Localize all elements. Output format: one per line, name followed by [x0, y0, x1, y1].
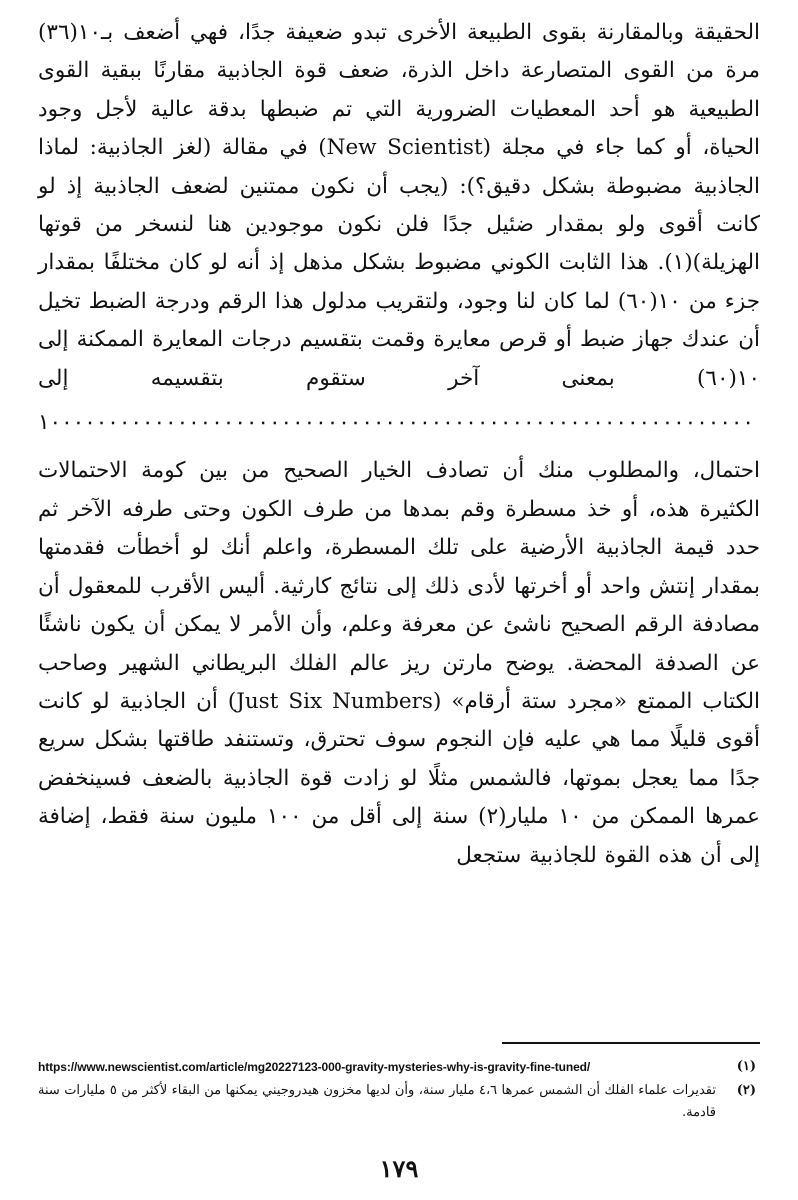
- footnote-1-url: https://www.newscientist.com/article/mg20227123-000-gravity-mysteries-why-is-gravity-fine-tuned/: [38, 1060, 591, 1074]
- page-number: ١٧٩: [379, 1154, 419, 1183]
- footnote-2: [38, 1080, 760, 1124]
- zeros-number-line: ١٠٠٠٠٠٠٠٠٠٠٠٠٠٠٠٠٠٠٠٠٠٠٠٠٠٠٠٠٠٠٠٠٠٠٠٠٠٠٠٠٠٠٠٠٠٠٠٠٠٠٠٠٠٠٠٠٠٠٠٠٠: [38, 410, 754, 436]
- footnote-1-number: (١): [736, 1059, 756, 1074]
- footnotes: [38, 1056, 760, 1126]
- footnote-1: [38, 1056, 760, 1078]
- body-paragraph-1: الحقيقة وبالمقارنة بقوى الطبيعة الأخرى تبدو ضعيفة جدًا، فهي أضعف بـ١٠(٣٦) مرة من القوى المتصارعة داخل الذرة، ضعف قوة الجاذبية مقارنًا ببقية القوى الطبيعية هو أحد المعطيات الضرورية التي تم ضبطها بدقة عالية لأجل وجود الحياة، أو كما جاء في مجلة (New Scientist) في مقالة (لغز الجاذبية: لماذا الجاذبية مضبوطة بشكل دقيق؟): (يجب أن نكون ممتنين لضعف الجاذبية إذ لو كانت أقوى ولو بمقدار ضئيل جدًا فلن نكون موجودين هنا لنسخر من قوتها الهزيلة)(١). هذا الثابت الكوني مضبوط بشكل مذهل إذ أنه لو كان مختلفًا بمقدار جزء من ١٠(٦٠) لما كان لنا وجود، ولتقريب مدلول هذا الرقم ودرجة الضبط تخيل أن عندك جهاز ضبط أو قرص معايرة وقمت بتقسيم درجات المعايرة الممكنة إلى ١٠(٦٠) بمعنى آخر ستقوم بتقسيمه إلى: [38, 20, 760, 391]
- footnote-separator: [502, 1042, 760, 1044]
- footnote-2-text: تقديرات علماء الفلك أن الشمس عمرها ٤،٦ مليار سنة، وأن لديها مخزون هيدروجيني يمكنها من البقاء لأكثر من ٥ مليارات سنة قادمة.: [38, 1083, 716, 1120]
- footnote-2-number: (٢): [736, 1083, 756, 1098]
- book-page: [38, 14, 760, 1184]
- body-paragraph-2: احتمال، والمطلوب منك أن تصادف الخيار الصحيح من بين كومة الاحتمالات الكثيرة هذه، أو خذ مسطرة وقم بمدها من طرف الكون وحتى طرفه الآخر ثم حدد قيمة الجاذبية الأرضية على تلك المسطرة، واعلم أنك لو أخطأت فقدمتها بمقدار إنتش واحد أو أخرتها لأدى ذلك إلى نتائج كارثية. أليس الأقرب للمعقول أن مصادفة الرقم الصحيح ناشئ عن معرفة وعلم، وأن الأمر لا يمكن أن يكون ناشئًا عن الصدفة المحضة. يوضح مارتن ريز عالم الفلك البريطاني الشهير وصاحب الكتاب الممتع «مجرد ستة أرقام» (Just Six Numbers) أن الجاذبية لو كانت أقوى قليلًا مما هي عليه فإن النجوم سوف تحترق، وتستنفد طاقتها بشكل سريع جدًا مما يعجل بموتها، فالشمس مثلًا لو زادت قوة الجاذبية بالضعف فسينخفض عمرها الممكن من ١٠ مليار(٢) سنة إلى أقل من ١٠٠ مليون سنة فقط، إضافة إلى أن هذه القوة للجاذبية ستجعل: [38, 458, 760, 868]
